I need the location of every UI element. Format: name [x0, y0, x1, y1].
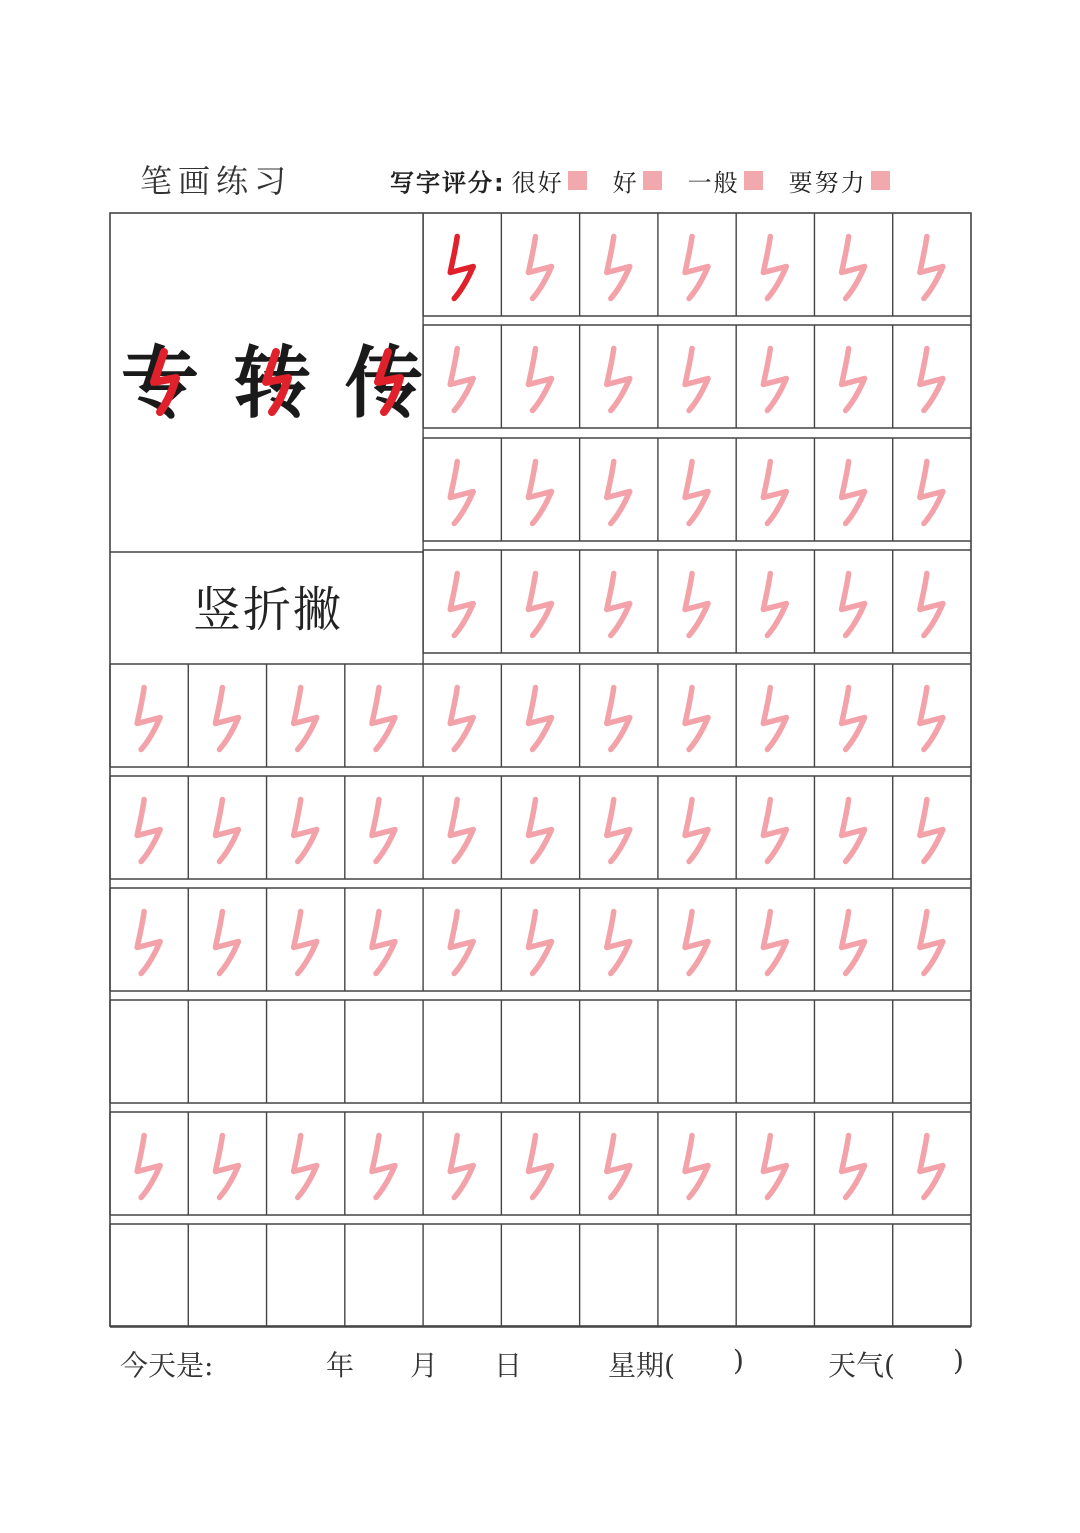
practice-cell[interactable] [815, 777, 891, 878]
practice-cell[interactable] [268, 1113, 344, 1214]
practice-cell[interactable] [894, 326, 970, 427]
score-option-average: 一般 [687, 168, 740, 197]
practice-cell[interactable] [111, 665, 187, 766]
practice-cell[interactable] [659, 1113, 735, 1214]
practice-cell[interactable] [581, 326, 657, 427]
practice-cell[interactable] [815, 665, 891, 766]
practice-cell[interactable] [268, 1001, 344, 1102]
practice-cell[interactable] [815, 1225, 891, 1326]
practice-cell[interactable] [189, 665, 265, 766]
practice-cell[interactable] [894, 1001, 970, 1102]
page-title: 笔画练习 [140, 162, 293, 200]
stroke-name-label: 竖折撇 [192, 582, 344, 638]
example-char: 转 [232, 338, 312, 429]
practice-cell[interactable] [581, 777, 657, 878]
score-option-good: 好 [612, 168, 639, 197]
practice-cell[interactable] [737, 1001, 813, 1102]
practice-cell[interactable] [659, 665, 735, 766]
practice-cell[interactable] [346, 1225, 422, 1326]
practice-cell[interactable] [502, 1225, 578, 1326]
practice-cell[interactable] [346, 1113, 422, 1214]
practice-cell[interactable] [111, 1225, 187, 1326]
practice-cell[interactable] [737, 551, 813, 652]
practice-cell[interactable] [268, 889, 344, 990]
practice-cell[interactable] [894, 777, 970, 878]
practice-cell[interactable] [581, 889, 657, 990]
practice-cell[interactable] [502, 439, 578, 540]
example-char: 传 [344, 338, 424, 429]
practice-cell[interactable] [659, 551, 735, 652]
practice-cell[interactable] [424, 1113, 500, 1214]
practice-cell[interactable] [424, 326, 500, 427]
practice-cell[interactable] [815, 1113, 891, 1214]
practice-cell[interactable] [424, 214, 500, 315]
practice-cell[interactable] [581, 665, 657, 766]
practice-cell[interactable] [659, 1001, 735, 1102]
practice-cell[interactable] [659, 1225, 735, 1326]
practice-cell[interactable] [111, 1113, 187, 1214]
practice-cell[interactable] [111, 889, 187, 990]
practice-cell[interactable] [894, 214, 970, 315]
footer-weather-close: ) [953, 1344, 964, 1377]
practice-cell[interactable] [268, 777, 344, 878]
practice-cell[interactable] [815, 1001, 891, 1102]
practice-cell[interactable] [111, 1001, 187, 1102]
practice-cell[interactable] [189, 889, 265, 990]
practice-cell[interactable] [268, 1225, 344, 1326]
practice-cell[interactable] [502, 665, 578, 766]
practice-cell[interactable] [424, 665, 500, 766]
practice-cell[interactable] [502, 889, 578, 990]
practice-cell[interactable] [502, 1113, 578, 1214]
practice-cell[interactable] [894, 551, 970, 652]
practice-cell[interactable] [502, 1001, 578, 1102]
footer-weekday-close: ) [733, 1344, 744, 1377]
practice-cell[interactable] [502, 551, 578, 652]
practice-cell[interactable] [189, 1225, 265, 1326]
practice-cell[interactable] [737, 1113, 813, 1214]
footer-weather-label: 天气( [828, 1349, 895, 1382]
practice-cell[interactable] [346, 1001, 422, 1102]
practice-cell[interactable] [737, 889, 813, 990]
practice-cell[interactable] [894, 439, 970, 540]
practice-cell[interactable] [581, 439, 657, 540]
practice-cell[interactable] [659, 889, 735, 990]
practice-cell[interactable] [659, 777, 735, 878]
practice-cell[interactable] [737, 214, 813, 315]
practice-cell[interactable] [737, 665, 813, 766]
practice-cell[interactable] [424, 551, 500, 652]
practice-cell[interactable] [659, 214, 735, 315]
practice-cell[interactable] [346, 889, 422, 990]
practice-cell[interactable] [815, 214, 891, 315]
practice-cell[interactable] [189, 1113, 265, 1214]
practice-cell[interactable] [581, 1001, 657, 1102]
practice-cell[interactable] [268, 665, 344, 766]
footer-day-label: 日 [494, 1349, 523, 1382]
practice-cell[interactable] [894, 665, 970, 766]
practice-cell[interactable] [346, 665, 422, 766]
score-option-needs-effort: 要努力 [788, 168, 867, 197]
practice-cell[interactable] [581, 1113, 657, 1214]
practice-cell[interactable] [737, 777, 813, 878]
score-option-very-good: 很好 [511, 168, 564, 197]
practice-cell[interactable] [815, 551, 891, 652]
practice-cell[interactable] [737, 1225, 813, 1326]
practice-cell[interactable] [189, 777, 265, 878]
practice-cell[interactable] [424, 889, 500, 990]
footer-weekday-label: 星期( [608, 1349, 675, 1382]
practice-cell[interactable] [111, 777, 187, 878]
practice-cell[interactable] [502, 326, 578, 427]
practice-cell[interactable] [894, 1225, 970, 1326]
practice-cell[interactable] [737, 326, 813, 427]
practice-cell[interactable] [894, 889, 970, 990]
practice-cell[interactable] [581, 1225, 657, 1326]
footer-year-label: 年 [326, 1349, 355, 1382]
practice-cell[interactable] [424, 1225, 500, 1326]
practice-cell[interactable] [581, 214, 657, 315]
practice-cell[interactable] [581, 551, 657, 652]
example-char: 专 [120, 338, 200, 429]
footer-today-label: 今天是: [120, 1349, 214, 1382]
practice-cell[interactable] [502, 214, 578, 315]
practice-cell[interactable] [815, 889, 891, 990]
practice-cell[interactable] [815, 439, 891, 540]
practice-cell[interactable] [346, 777, 422, 878]
practice-cell[interactable] [424, 777, 500, 878]
practice-cell[interactable] [424, 439, 500, 540]
practice-cell[interactable] [815, 326, 891, 427]
practice-cell[interactable] [424, 1001, 500, 1102]
practice-cell[interactable] [659, 326, 735, 427]
practice-cell[interactable] [189, 1001, 265, 1102]
practice-cell[interactable] [502, 777, 578, 878]
practice-cell[interactable] [659, 439, 735, 540]
footer-month-label: 月 [410, 1349, 439, 1382]
score-label: 写字评分: [390, 168, 506, 197]
practice-cell[interactable] [737, 439, 813, 540]
practice-cell[interactable] [894, 1113, 970, 1214]
